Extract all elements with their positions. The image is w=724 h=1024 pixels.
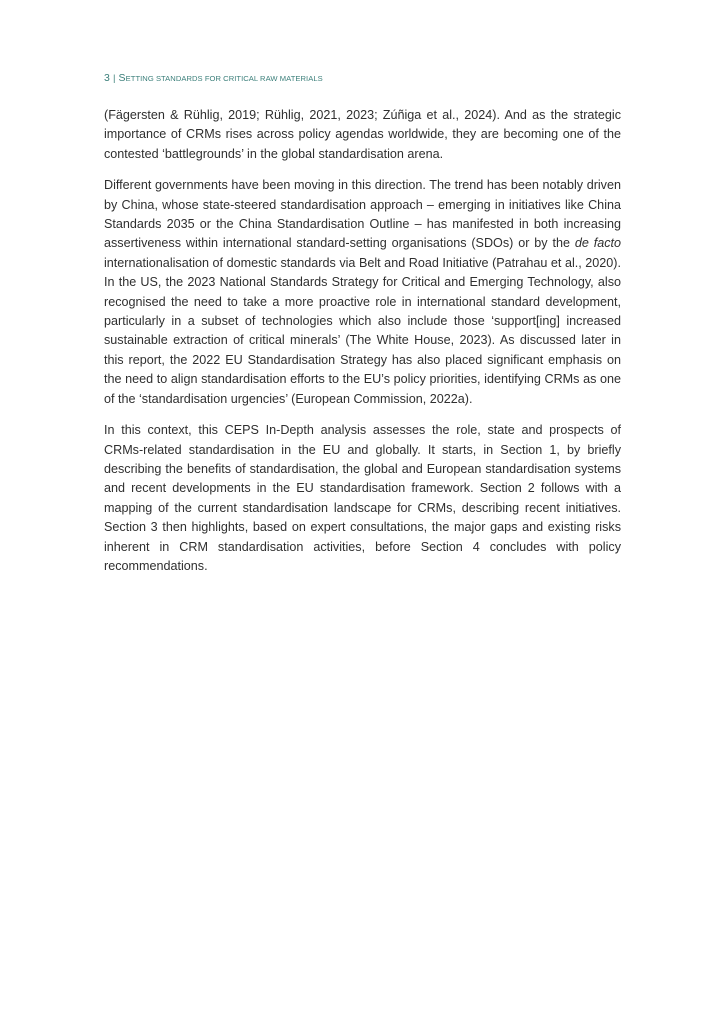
page-number: 3 (104, 72, 110, 84)
header-separator: | (112, 73, 116, 84)
running-title-initial: S (118, 72, 126, 84)
body-text (104, 106, 621, 588)
running-header (104, 72, 323, 84)
paragraph-2 (104, 176, 621, 409)
italic-de-facto: de facto (574, 236, 622, 251)
paragraph-3: In this context, this CEPS In-Depth analysis assesses the role, state and prospects of CRMs-related standardisation in the EU and globally. It starts, in Section 1, by briefly describing the benefits of standardisation, the global and European standardisation systems and recent developments in the EU standardisation framework. Section 2 follows with a mapping of the current standardisation landscape for CRMs, describing recent initiatives. Section 3 then highlights, based on expert consultations, the major gaps and existing risks inherent in CRM standardisation activities, before Section 4 concludes with policy recommendations. (104, 423, 621, 573)
paragraph-1: (Fägersten & Rühlig, 2019; Rühlig, 2021, 2023; Zúñiga et al., 2024). And as the strategic importance of CRMs rises across policy agendas worldwide, they are becoming one of the contested ‘battlegrounds’ in the global standardisation arena. (104, 108, 621, 161)
running-title: ETTING STANDARDS FOR CRITICAL RAW MATERIALS (125, 74, 323, 83)
paragraph-2-part-1: Different governments have been moving in this direction. The trend has been notably driven by China, whose state-steered standardisation approach – emerging in initiatives like China Standards 2035 or the China Standardisation Outline – has manifested in both increasing assertiveness within international standard-setting organisations (SDOs) or by the (104, 178, 621, 251)
paragraph-2-part-2: internationalisation of domestic standards via Belt and Road Initiative (Patrahau et al., 2020). In the US, the 2023 National Standards Strategy for Critical and Emerging Technology, also recognised the need to take a more proactive role in international standard development, particularly in a subset of technologies which also include those ‘support[ing] increased sustainable extraction of critical minerals’ (The White House, 2023). As discussed later in this report, the 2022 EU Standardisation Strategy has also placed significant emphasis on the need to align standardisation efforts to the EU’s policy priorities, identifying CRMs as one of the ‘standardisation urgencies’ (European Commission, 2022a). (104, 255, 621, 406)
